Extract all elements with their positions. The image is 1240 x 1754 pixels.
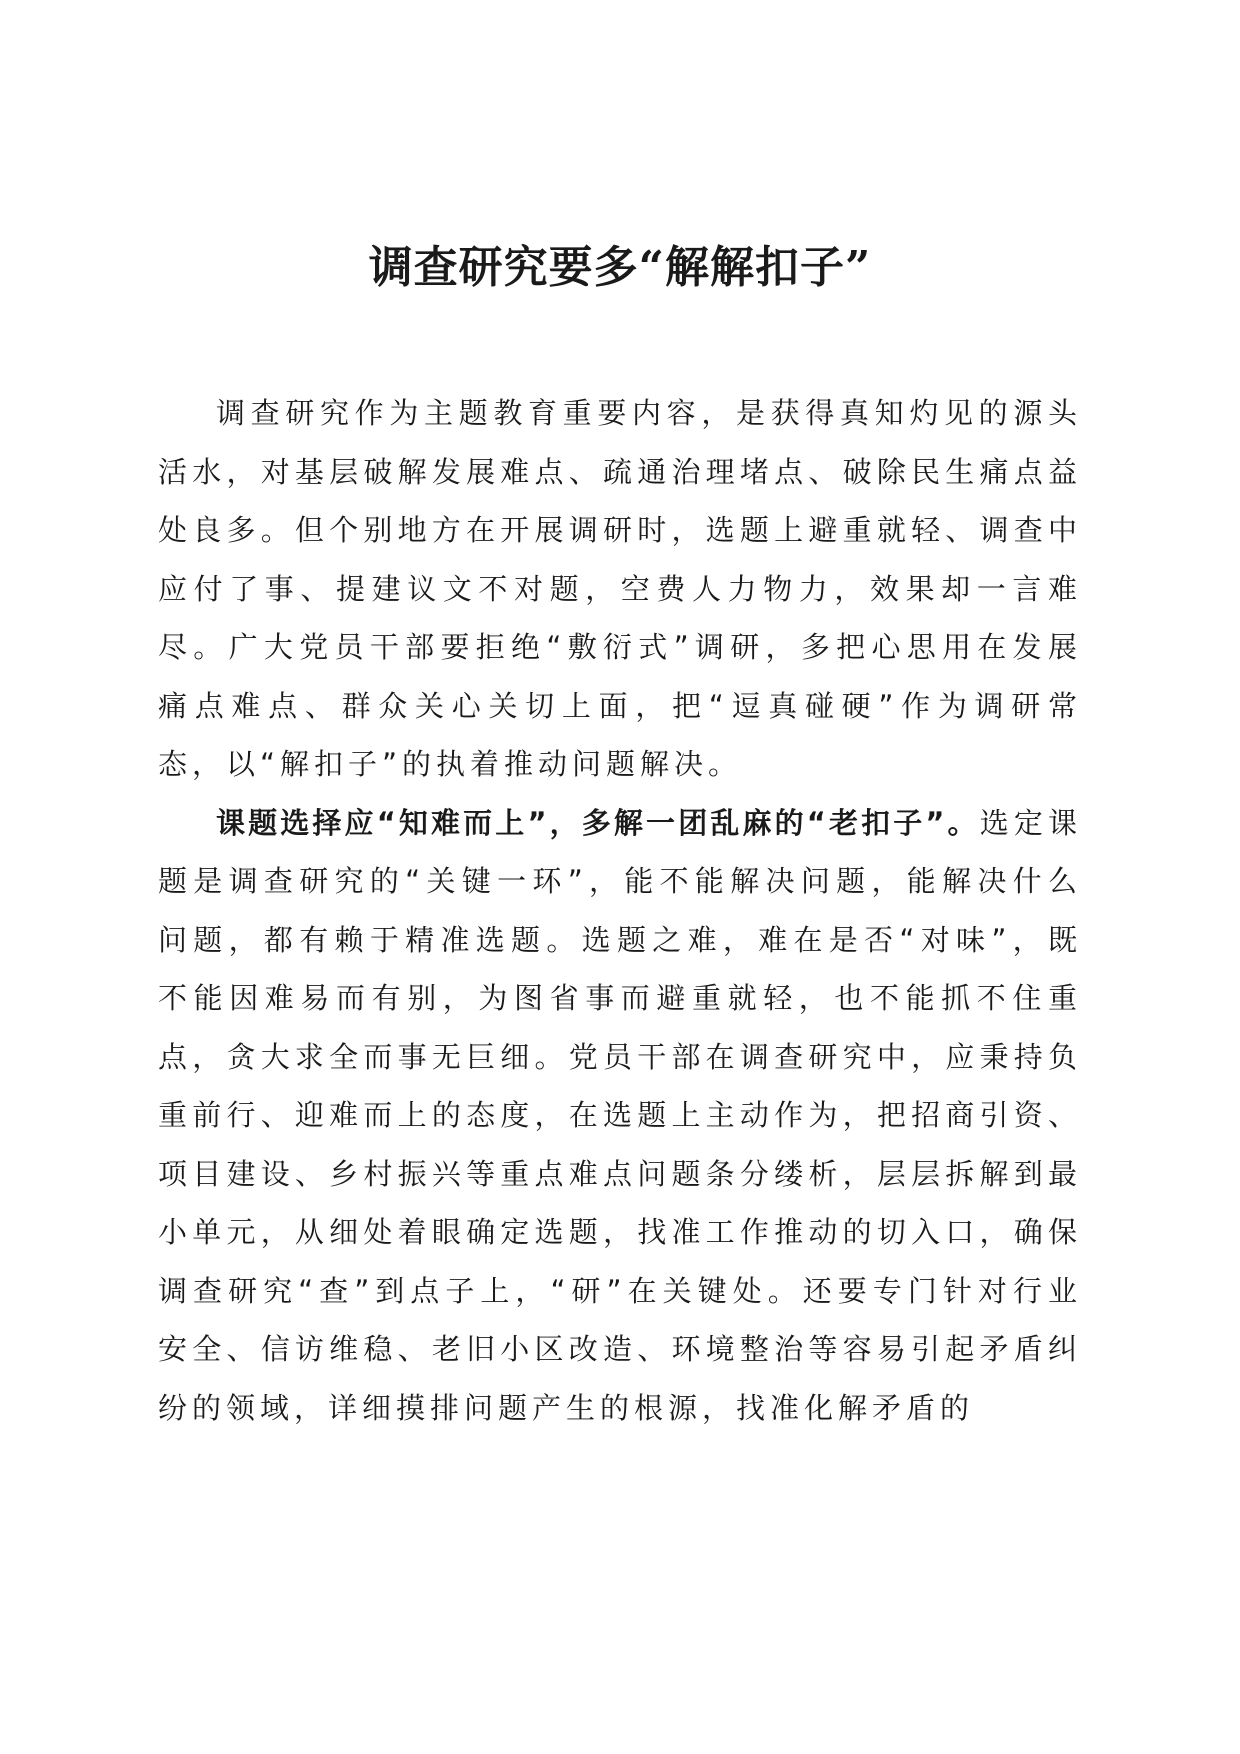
paragraph-topic-selection-text: 选定课题是调查研究的“关键一环”，能不能解决问题，能解决什么问题，都有赖于精准选题。选题之难，难在是否“对味”，既不能因难易而有别，为图省事而避重就轻，也不能抓不住重点，贪大求全而事无巨细。党员干部在调查研究中，应秉持负重前行、迎难而上的态度，在选题上主动作为，把招商引资、项目建设、乡村振兴等重点难点问题条分缕析，层层拆解到最小单元，从细处着眼确定选题，找准工作推动的切入口，确保调查研究“查”到点子上，“研”在关键处。还要专门针对行业安全、信访维稳、老旧小区改造、环境整治等容易引起矛盾纠纷的领域，详细摸排问题产生的根源，找准化解矛盾的 xyxy=(158,805,1082,1425)
paragraph-topic-selection xyxy=(158,794,1082,1438)
document-title: 调查研究要多“解解扣子” xyxy=(368,242,872,293)
paragraph-intro xyxy=(158,384,1082,794)
document-body xyxy=(158,384,1082,1437)
paragraph-lead-sentence: 课题选择应“知难而上”，多解一团乱麻的“老扣子”。 xyxy=(216,805,980,840)
paragraph-intro-text: 调查研究作为主题教育重要内容，是获得真知灼见的源头活水，对基层破解发展难点、疏通治理堵点、破除民生痛点益处良多。但个别地方在开展调研时，选题上避重就轻、调查中应付了事、提建议文不对题，空费人力物力，效果却一言难尽。广大党员干部要拒绝“敷衍式”调研，多把心思用在发展痛点难点、群众关心关切上面，把“逗真碰硬”作为调研常态，以“解扣子”的执着推动问题解决。 xyxy=(158,396,1082,781)
